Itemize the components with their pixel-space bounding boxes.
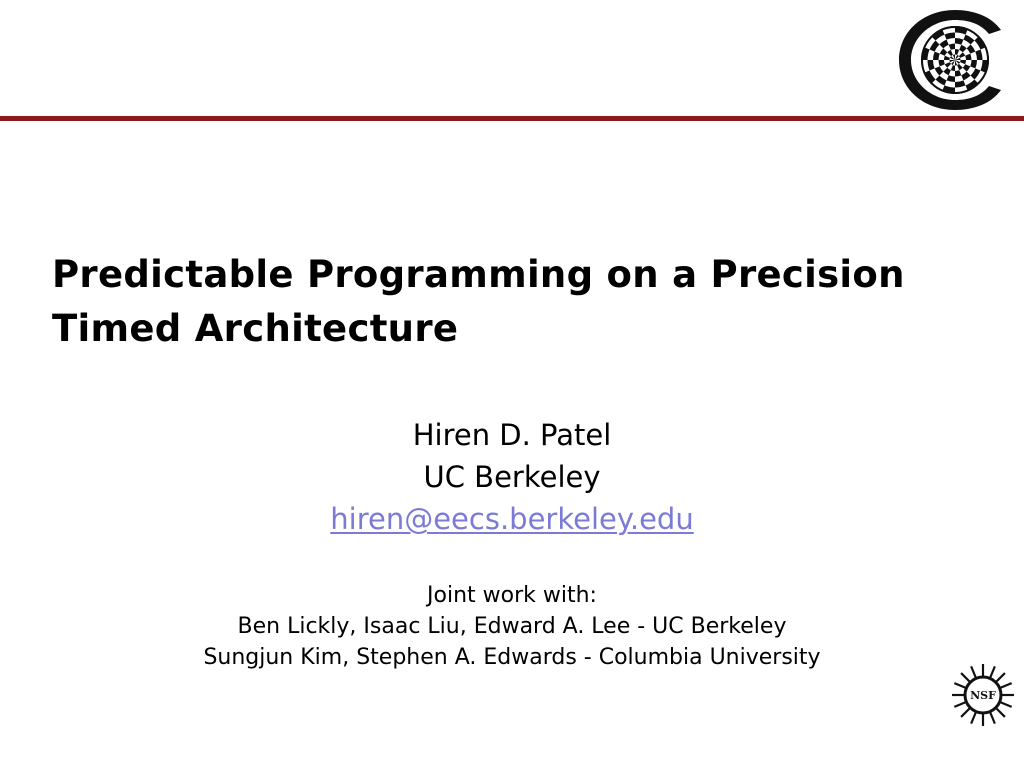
nsf-logo-icon (950, 662, 1016, 728)
chess-c-logo-icon (893, 10, 1011, 110)
nsf-ray (954, 683, 966, 688)
nsf-ray (996, 708, 1005, 717)
collaborators-line-1: Ben Lickly, Isaac Liu, Edward A. Lee - UC Berkeley (237, 614, 787, 639)
collaborators-heading: Joint work with: (427, 583, 597, 608)
nsf-ray (990, 666, 995, 678)
author-block (0, 414, 1024, 540)
nsf-ray (961, 673, 970, 682)
author-name: Hiren D. Patel (412, 418, 612, 452)
nsf-ray (961, 708, 970, 717)
author-email-link[interactable]: hiren@eecs.berkeley.edu (330, 502, 694, 536)
nsf-ray (990, 712, 995, 724)
title-line-2: Timed Architecture (52, 307, 459, 350)
nsf-ray (954, 702, 966, 707)
nsf-ray (971, 666, 976, 678)
nsf-logo-text: NSF (970, 689, 996, 702)
title-line-1: Predictable Programming on a Precision (52, 253, 905, 296)
nsf-ray (996, 673, 1005, 682)
slide-title (52, 248, 992, 356)
header-rule (0, 116, 1024, 121)
nsf-ray (1000, 683, 1012, 688)
nsf-ray (971, 712, 976, 724)
collaborators-block (0, 580, 1024, 673)
collaborators-line-2: Sungjun Kim, Stephen A. Edwards - Columbia University (203, 645, 821, 670)
author-affiliation: UC Berkeley (423, 460, 601, 494)
nsf-ray (1000, 702, 1012, 707)
